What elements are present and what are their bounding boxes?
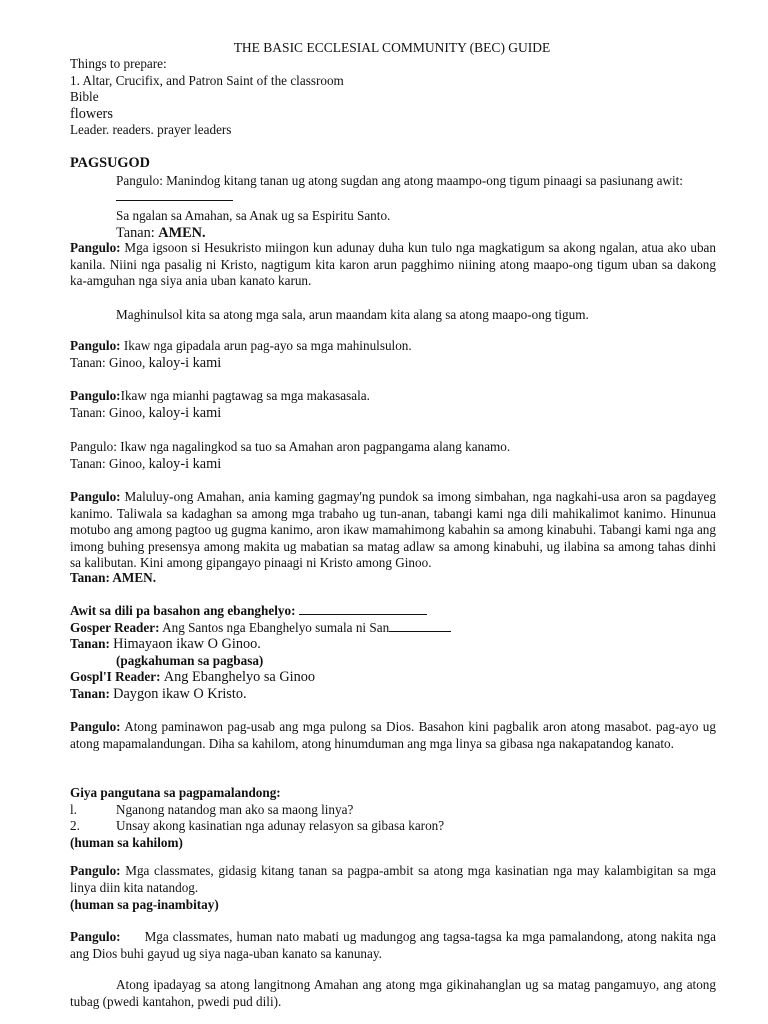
prepare-section <box>70 56 716 139</box>
gospel-section: Awit sa dili pa basahon ang ebanghelyo: Gosper Reader: Ang Santos nga Ebanghelyo sumala ni San Tanan: Himayaon ikaw O Ginoo. (pagkahuman sa pagbasa) Gospl'I Reader: Ang Ebanghelyo sa Ginoo Tanan: Daygon ikaw O Kristo. <box>70 603 716 702</box>
questions-section <box>70 785 716 851</box>
after-silence-note: (human sa kahilom) <box>70 834 183 850</box>
document-title: THE BASIC ECCLESIAL COMMUNITY (BEC) GUIDE <box>233 40 551 55</box>
after-sharing-note: (human sa pag-inambitay) <box>70 897 219 912</box>
amen-response: Tanan: AMEN. <box>116 225 206 241</box>
petition-paragraph: Atong ipadayag sa atong langitnong Amahan ang atong mga gikinahanglan ug sa matag pangamuyo, ang atong tubag (pwedi kantahon, pwedi pud dili). <box>70 977 716 1009</box>
pagsugod-heading: PAGSUGOD <box>70 155 150 171</box>
opening-instruction: Pangulo: Manindog kitang tanan ug atong sugdan ang atong maampo-ong tigum pinaagi sa pasiunang awit: <box>70 173 716 206</box>
kyrie-item-1: Pangulo: Ikaw nga gipadala arun pag-ayo sa mga mahinulsulon. Tanan: Ginoo, kaloy-i kami <box>70 338 412 371</box>
kyrie-item-2: Pangulo:Ikaw nga mianhi pagtawag sa mga makasasala. Tanan: Ginoo, kaloy-i kami <box>70 388 370 421</box>
prepare-item: flowers <box>70 105 113 122</box>
prayer-amen: Tanan: AMEN. <box>70 570 156 585</box>
sign-of-cross: Sa ngalan sa Amahan, sa Anak ug sa Espiritu Santo. <box>116 207 391 223</box>
prepare-heading: Things to prepare: <box>70 56 167 71</box>
question-item: l. Nganong natandog man ako sa maong linya? <box>70 801 354 817</box>
opening-prayer: Pangulo: Maluluy-ong Amahan, ania kaming gagmay'ng pundok sa imong simbahan, nga nagkahi-usa aron sa pagdayeg kanimo. Taliwala sa kadaghan sa among mga trabaho ug tun-anan, tabangi kami nga dili mahikalimot kanimo. Hinunua motubo ang among pagtoo ug gugma kanimo, aron ikaw mamahimong kabahin sa among kinabuhi. Tabangi kami nga ang imong buhing presensya among makita ug mabatian sa matag adlaw sa among kinabuhi, ug ilabina sa among tahas dinhi sa kalibutan. Kini among gipangayo pinaagi ni Kristo among Ginoo. <box>70 489 717 570</box>
prepare-item: Leader. readers. prayer leaders <box>70 122 232 137</box>
reflection-paragraph: Pangulo: Atong paminawon pag-usab ang mga pulong sa Dios. Basahon kini pagbalik aron atong masabot. pag-ayo ug atong mapamalandungan. Diha sa kahilom, atong hinumduman ang mga linya sa gibasa nga nakapatandog kanato. <box>70 719 716 751</box>
after-reading-note: (pagkahuman sa pagbasa) <box>116 652 264 668</box>
song-blank-line <box>299 603 427 615</box>
questions-heading: Giya pangutana sa pagpamalandong: <box>70 785 281 800</box>
question-item: 2. Unsay akong kasinatian nga adunay relasyon sa gibasa karon? <box>70 818 445 833</box>
prepare-item: Bible <box>70 89 99 104</box>
saint-blank-line <box>389 620 451 632</box>
welcome-paragraph: Pangulo: Mga igsoon si Hesukristo miingon kun adunay duha kun tulo nga magkatigum sa akong ngalan, atua ako uban kanila. Niini nga pasalig ni Kristo, nagtigum kita karon arun pagghimo niining atong maapo-ong tigum uban sa dakong ka-amguhan nga siya ania uban kanato karun. <box>70 240 716 288</box>
closing-paragraph: Pangulo: Mga classmates, human nato mabati ug madungog ang tagsa-tagsa ka mga pamalandong, atong nakita nga ang Dios buhi gayud ug siya naga-uban kanato sa kanunay. <box>70 929 716 961</box>
song-blank-line <box>116 189 233 201</box>
pagsugod-section <box>70 155 716 242</box>
confession-paragraph: Maghinulsol kita sa atong mga sala, arun maandam kita alang sa atong maapo-ong tigum. <box>116 307 589 322</box>
sharing-paragraph: Pangulo: Mga classmates, gidasig kitang tanan sa pagpa-ambit sa atong mga kasinatian nga may kalambigitan sa mga linya diin kita natandog. <box>70 863 716 895</box>
kyrie-item-3: Pangulo: Ikaw nga nagalingkod sa tuo sa Amahan aron pagpangama alang kanamo. Tanan: Ginoo, kaloy-i kami <box>70 439 511 472</box>
prepare-item: 1. Altar, Crucifix, and Patron Saint of the classroom <box>70 72 344 88</box>
